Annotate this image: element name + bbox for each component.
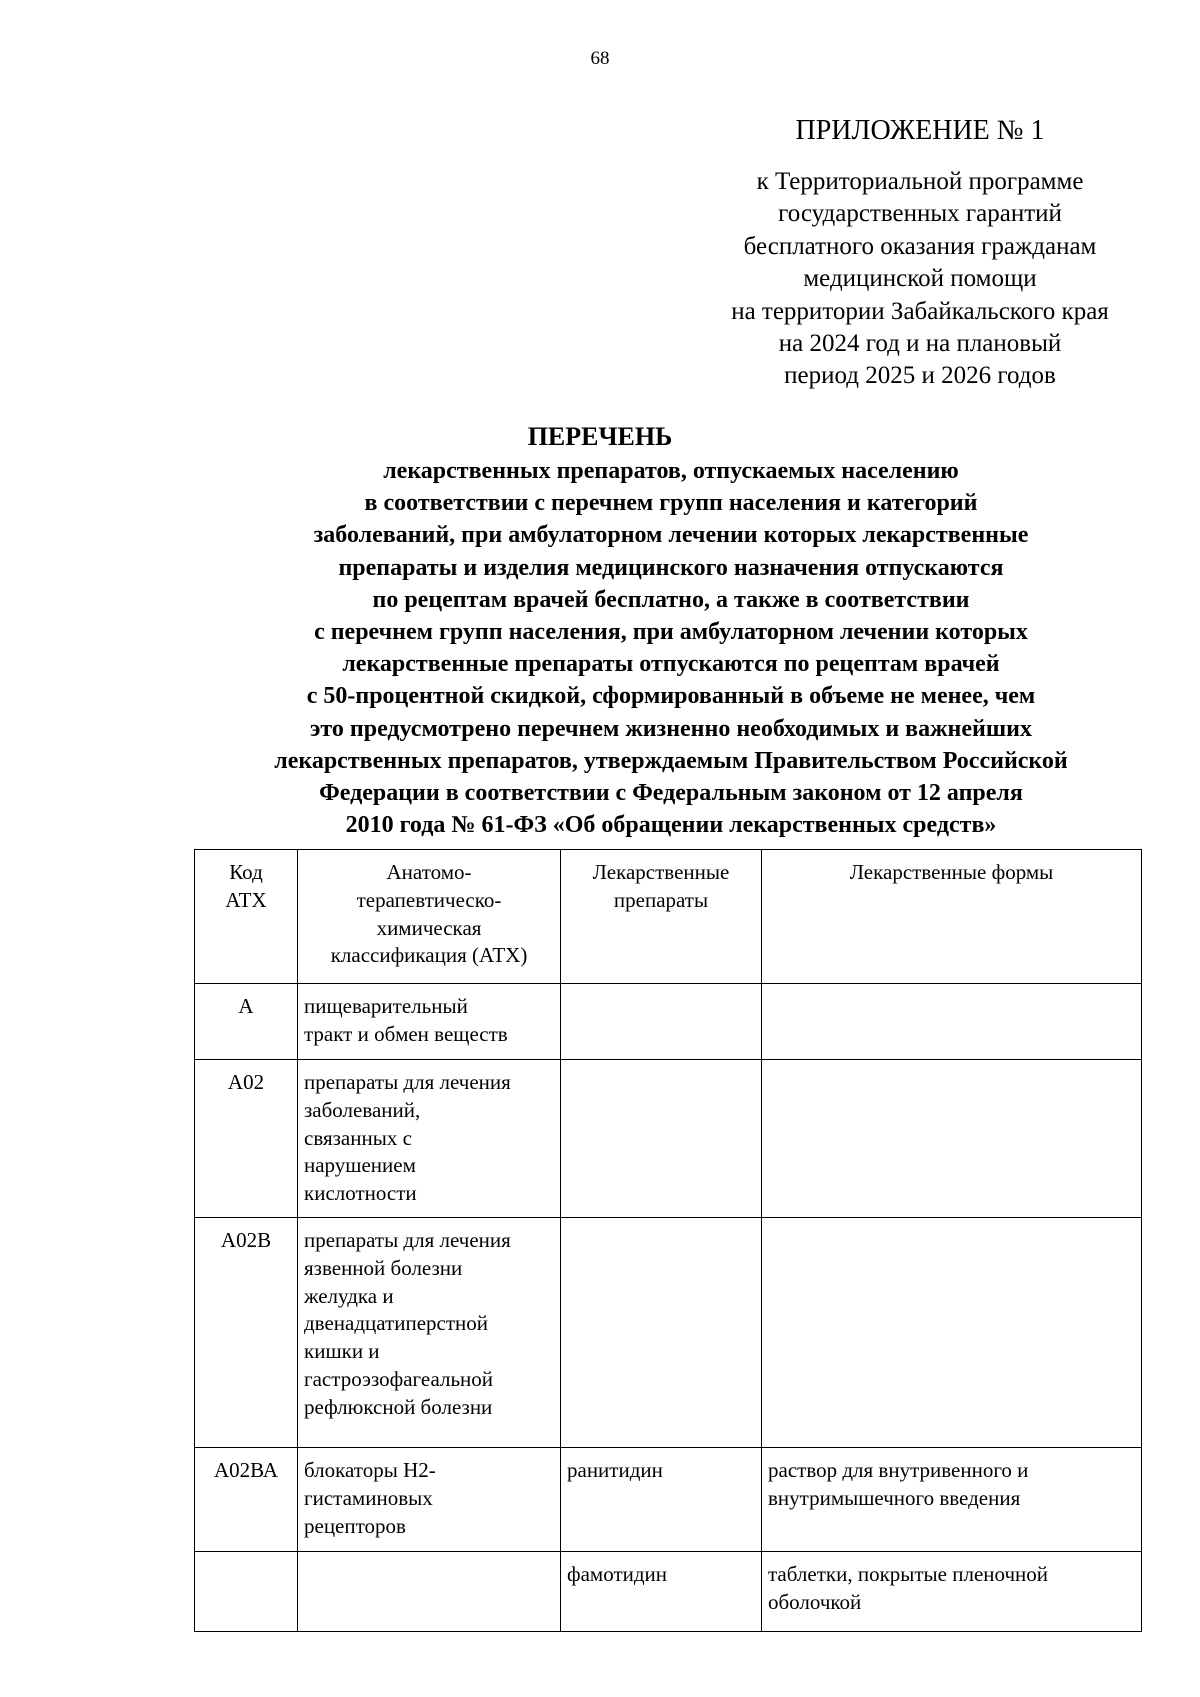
list-line: лекарственных препаратов, отпускаемых населению xyxy=(383,458,959,484)
cell-code: А02 xyxy=(195,1060,298,1218)
appendix-line: период 2025 и 2026 годов xyxy=(784,362,1056,390)
cell-classification: препараты для лечения язвенной болезни желудка и двенадцатиперстной кишки и гастроэзофагеальной рефлюксной болезни xyxy=(298,1218,561,1448)
table-row xyxy=(195,984,1142,1060)
list-line: лекарственных препаратов, утверждаемым Правительством Российской xyxy=(274,747,1068,774)
table-row xyxy=(195,1060,1142,1218)
cell-drug xyxy=(561,984,762,1060)
table-row xyxy=(195,1552,1142,1632)
cell-drug xyxy=(561,1218,762,1448)
list-line: 2010 года № 61-ФЗ «Об обращении лекарственных средств» xyxy=(345,812,997,839)
cell-drug xyxy=(561,1060,762,1218)
page-number: 68 xyxy=(590,48,610,69)
atx-table xyxy=(194,849,1142,1632)
list-line: лекарственные препараты отпускаются по рецептам врачей xyxy=(342,651,1000,678)
list-line: заболеваний, при амбулаторном лечении которых лекарственные xyxy=(313,522,1029,549)
list-line: с перечнем групп населения, при амбулаторном лечении которых xyxy=(314,619,1028,646)
cell-classification: препараты для лечения заболеваний, связанных с нарушением кислотности xyxy=(298,1060,561,1218)
list-line: Федерации в соответствии с Федеральным законом от 12 апреля xyxy=(319,780,1023,807)
list-line: с 50-процентной скидкой, сформированный в объеме не менее, чем xyxy=(306,683,1036,710)
header-forms: Лекарственные формы xyxy=(762,850,1142,984)
cell-code: А02В xyxy=(195,1218,298,1448)
list-line: это предусмотрено перечнем жизненно необходимых и важнейших xyxy=(310,715,1032,742)
header-code: Код АТХ xyxy=(195,850,298,984)
table-row xyxy=(195,1448,1142,1552)
cell-form xyxy=(762,1218,1142,1448)
list-description xyxy=(186,455,1156,841)
cell-code: А02ВА xyxy=(195,1448,298,1552)
appendix-line: на территории Забайкальского края xyxy=(731,297,1109,325)
cell-classification: блокаторы Н2- гистаминовых рецепторов xyxy=(298,1448,561,1552)
cell-form xyxy=(762,984,1142,1060)
list-title: ПЕРЕЧЕНЬ xyxy=(527,422,673,451)
cell-classification xyxy=(298,1552,561,1632)
list-line: в соответствии с перечнем групп населения и категорий xyxy=(364,490,978,517)
cell-form: таблетки, покрытые пленочной оболочкой xyxy=(762,1552,1142,1632)
appendix-line: бесплатного оказания гражданам xyxy=(743,232,1097,260)
list-line: препараты и изделия медицинского назначения отпускаются xyxy=(338,554,1004,581)
appendix-line: к Территориальной программе xyxy=(756,168,1084,195)
appendix-line: государственных гарантий xyxy=(778,200,1062,228)
cell-drug: ранитидин xyxy=(561,1448,762,1552)
cell-classification: пищеварительный тракт и обмен веществ xyxy=(298,984,561,1060)
header-drugs: Лекарственные препараты xyxy=(561,850,762,984)
cell-code: А xyxy=(195,984,298,1060)
cell-form: раствор для внутривенного и внутримышечного введения xyxy=(762,1448,1142,1552)
header-classification: Анатомо- терапевтическо- химическая классификация (АТХ) xyxy=(298,850,561,984)
appendix-line: на 2024 год и на плановый xyxy=(778,330,1062,358)
list-line: по рецептам врачей бесплатно, а также в соответствии xyxy=(372,586,970,613)
appendix-line: медицинской помощи xyxy=(803,265,1037,293)
table-row xyxy=(195,1218,1142,1448)
cell-form xyxy=(762,1060,1142,1218)
table-header-row xyxy=(195,850,1142,984)
cell-code xyxy=(195,1552,298,1632)
appendix-subtitle xyxy=(690,166,1150,393)
appendix-title: ПРИЛОЖЕНИЕ № 1 xyxy=(795,115,1045,146)
cell-drug: фамотидин xyxy=(561,1552,762,1632)
